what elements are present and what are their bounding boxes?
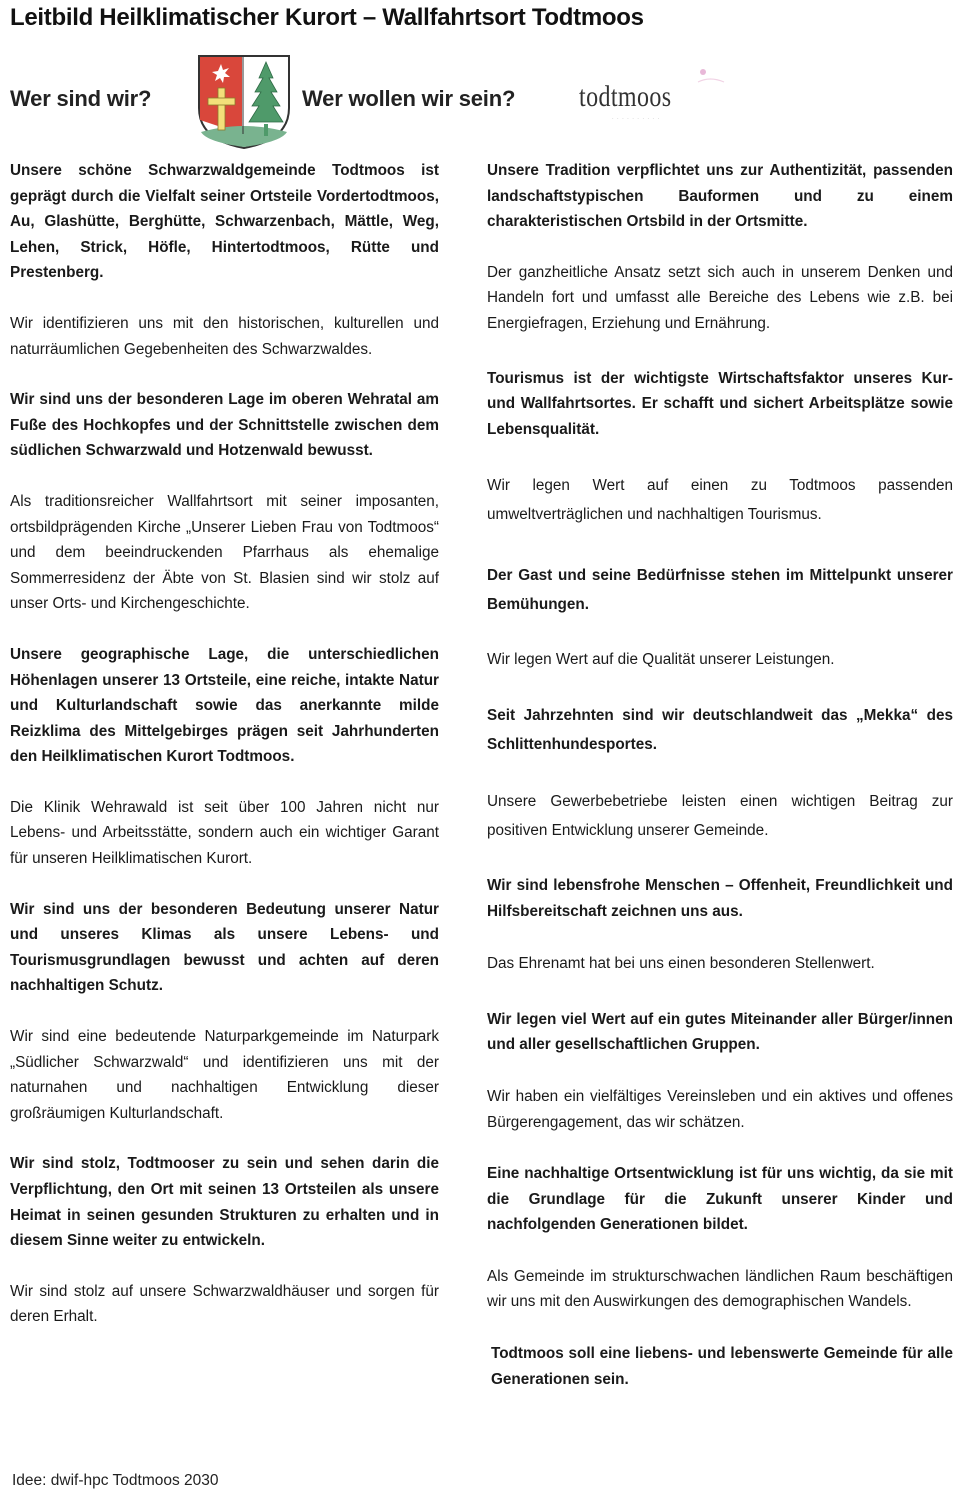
statement-paragraph: Eine nachhaltige Ortsentwicklung ist für uns wichtig, da sie mit die Grundlage für die Zukunft unserer Kinder und nachfolgenden Generationen bildet. — [487, 1165, 953, 1234]
todtmoos-coat-of-arms-icon — [197, 54, 291, 150]
statement-paragraph: Der Gast und seine Bedürfnisse stehen im Mittelpunkt unserer Bemühungen. — [487, 567, 953, 614]
question-who-are-we: Wer sind wir? — [10, 86, 152, 111]
statement-paragraph: Wir haben ein vielfältiges Vereinsleben und ein aktives und offenes Bürgerengagement, das wir schätzen. — [487, 1087, 953, 1131]
brand-tagline: · · · · · · · · · · — [612, 116, 661, 122]
statement-paragraph: Der ganzheitliche Ansatz setzt sich auch in unserem Denken und Handeln fort und umfasst alle Bereiche des Lebens wie z.B. bei Energiefragen, Erziehung und Ernährung. — [487, 263, 953, 332]
statement-paragraph: Wir sind uns der besonderen Lage im oberen Wehratal am Fuße des Hochkopfes und der Schnittstelle zwischen dem südlichen Schwarzwald und Hotzenwald bewusst. — [10, 391, 439, 460]
statement-paragraph: Unsere geographische Lage, die unterschiedlichen Höhenlagen unserer 13 Ortsteile, eine reiche, intakte Natur und Kulturlandschaft sowie das anerkannte milde Reizklima des Mittelgebirges prägen seit Jahrhunderten den Heilklimatischen Kurort Todtmoos. — [10, 645, 439, 766]
statement-paragraph: Wir identifizieren uns mit den historischen, kulturellen und naturräumlichen Gegebenheiten des Schwarzwaldes. — [10, 314, 439, 358]
statement-paragraph: Tourismus ist der wichtigste Wirtschaftsfaktor unseres Kur- und Wallfahrtsortes. Er schafft und sichert Arbeitsplätze sowie Lebensqualität. — [487, 369, 953, 438]
statement-paragraph: Als Gemeinde im strukturschwachen ländlichen Raum beschäftigen wir uns mit den Auswirkungen des demographischen Wandels. — [487, 1267, 953, 1311]
statement-paragraph: Wir sind eine bedeutende Naturparkgemeinde im Naturpark „Südlicher Schwarzwald“ und identifizieren uns mit der naturnahen und nachhaltigen Entwicklung dieser großräumigen Kulturlandschaft. — [10, 1028, 439, 1122]
statement-paragraph: Das Ehrenamt hat bei uns einen besonderen Stellenwert. — [487, 955, 875, 973]
statement-paragraph: Unsere Gewerbebetriebe leisten einen wichtigen Beitrag zur positiven Entwicklung unserer Gemeinde. — [487, 792, 953, 839]
statement-paragraph: Als traditionsreicher Wallfahrtsort mit seiner imposanten, ortsbildprägenden Kirche „Unserer Lieben Frau von Todtmoos“ und dem beeindruckenden Pfarrhaus als ehemalige Sommerresidenz der Äbte von St. Blasien sind wir stolz auf unser Orts- und Kirchengeschichte. — [10, 492, 439, 613]
statement-paragraph: Wir sind stolz auf unsere Schwarzwaldhäuser und sorgen für deren Erhalt. — [10, 1282, 439, 1326]
todtmoos-brand-logo: todtmoos — [579, 80, 672, 113]
footer-credit: Idee: dwif-hpc Todtmoos 2030 — [12, 1472, 219, 1489]
statement-paragraph: Wir sind uns der besonderen Bedeutung unserer Natur und unseres Klimas als unsere Lebens- und Tourismusgrundlagen bewusst und achten auf deren nachhaltigen Schutz. — [10, 900, 439, 995]
right-column-who-we-want-to-be — [487, 158, 953, 1392]
statement-paragraph: Wir sind stolz, Todtmooser zu sein und sehen darin die Verpflichtung, den Ort mit seinen 13 Ortsteilen als unsere Heimat in seinen gesunden Strukturen zu erhalten und in diesem Sinne weiter zu entwickeln. — [10, 1155, 439, 1250]
statement-paragraph: Wir legen viel Wert auf ein gutes Miteinander aller Bürger/innen und aller gesellschaftlichen Gruppen. — [487, 1010, 953, 1054]
brand-swoosh-icon — [690, 60, 726, 90]
statement-paragraph: Wir sind lebensfrohe Menschen – Offenheit, Freundlichkeit und Hilfsbereitschaft zeichnen uns aus. — [487, 876, 953, 920]
document-title: Leitbild Heilklimatischer Kurort – Wallfahrtsort Todtmoos — [10, 4, 644, 31]
question-who-do-we-want-to-be: Wer wollen wir sein? — [302, 86, 516, 111]
statement-paragraph: Unsere Tradition verpflichtet uns zur Authentizität, passenden landschaftstypischen Bauformen und zu einem charakteristischen Ortsbild in der Ortsmitte. — [487, 162, 953, 231]
statement-paragraph: Seit Jahrzehnten sind wir deutschlandweit das „Mekka“ des Schlittenhundesportes. — [487, 706, 953, 753]
statement-paragraph: Die Klinik Wehrawald ist seit über 100 Jahren nicht nur Lebens- und Arbeitsstätte, sondern auch ein wichtiger Garant für unseren Heilklimatischen Kurort. — [10, 798, 439, 868]
statement-paragraph: Todtmoos soll eine liebens- und lebenswerte Gemeinde für alle Generationen sein. — [491, 1345, 953, 1388]
statement-paragraph: Wir legen Wert auf einen zu Todtmoos passenden umweltverträglichen und nachhaltigen Tourismus. — [487, 477, 953, 524]
left-column-who-are-we — [10, 158, 439, 1330]
statement-paragraph: Unsere schöne Schwarzwaldgemeinde Todtmoos ist geprägt durch die Vielfalt seiner Ortsteile Vordertodtmoos, Au, Glashütte, Berghütte, Schwarzenbach, Mättle, Weg, Lehen, Strick, Höfle, Hintertodtmoos, Rütte und Prestenberg. — [10, 162, 439, 282]
statement-paragraph: Wir legen Wert auf die Qualität unserer Leistungen. — [487, 651, 835, 669]
